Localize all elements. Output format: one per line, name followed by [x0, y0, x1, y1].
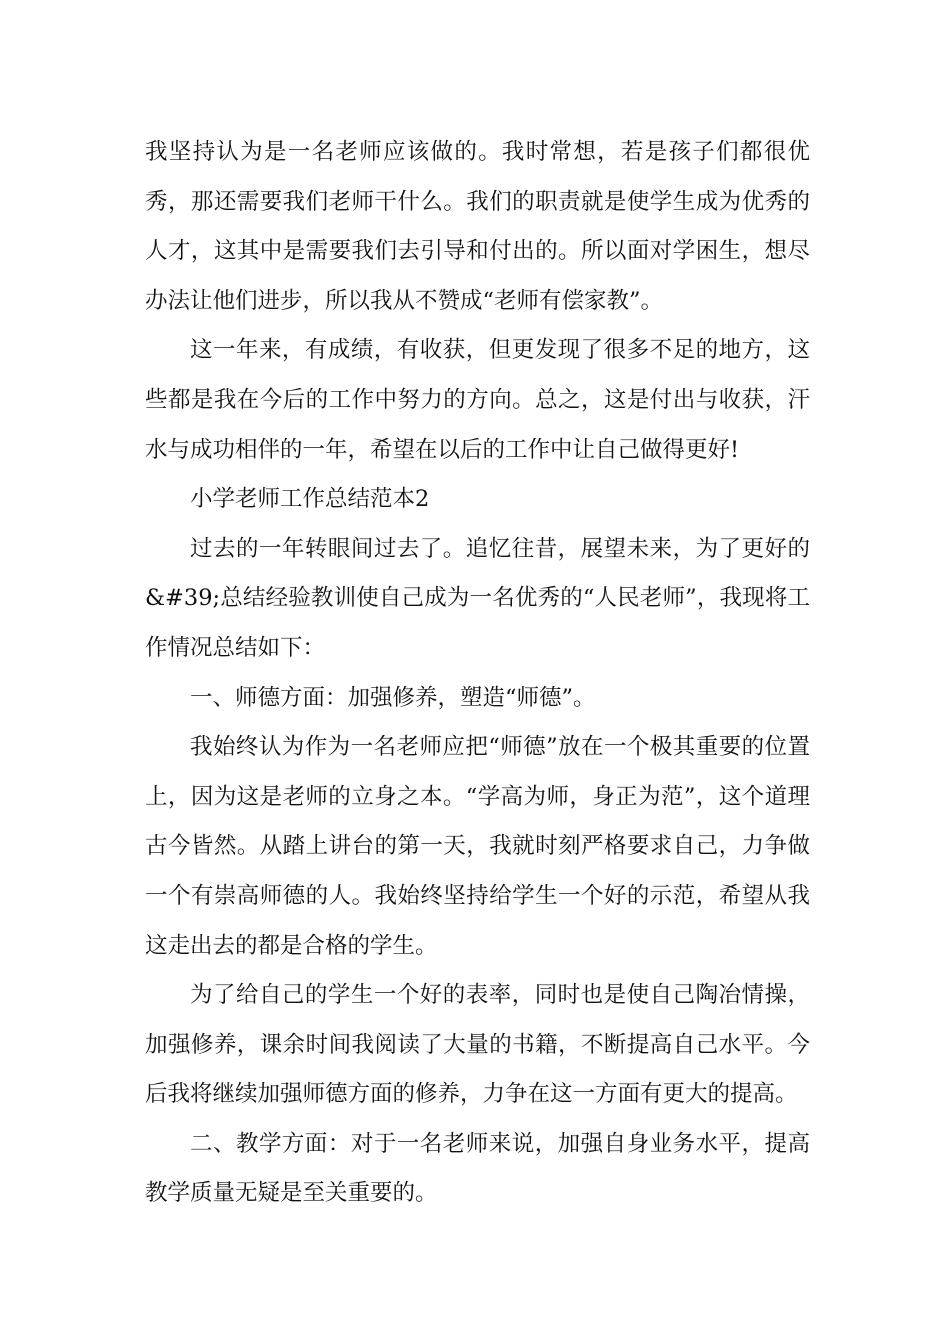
paragraph: 这一年来，有成绩，有收获，但更发现了很多不足的地方，这些都是我在今后的工作中努力的方向。总之，这是付出与收获，汗水与成功相伴的一年，希望在以后的工作中让自己做得更好!	[145, 337, 810, 463]
paragraph: 为了给自己的学生一个好的表率，同时也是使自己陶冶情操，加强修养，课余时间我阅读了大量的书籍，不断提高自己水平。今后我将继续加强师德方面的修养，力争在这一方面有更大的提高。	[145, 982, 810, 1108]
paragraph: 我坚持认为是一名老师应该做的。我时常想，若是孩子们都很优秀，那还需要我们老师干什么。我们的职责就是使学生成为优秀的人才，这其中是需要我们去引导和付出的。所以面对学困生，想尽办法让他们进步，所以我从不赞成“老师有偿家教”。	[145, 139, 810, 314]
section-heading: 二、教学方面：对于一名老师来说，加强自身业务水平，提高教学质量无疑是至关重要的。	[145, 1130, 810, 1207]
document-body	[145, 128, 810, 1219]
paragraph: 过去的一年转眼间过去了。追忆往昔，展望未来，为了更好的&#39;总结经验教训使自己成为一名优秀的“人民老师”，我现将工作情况总结如下：	[145, 535, 810, 661]
paragraph: 我始终认为作为一名老师应把“师德”放在一个极其重要的位置上，因为这是老师的立身之本。“学高为师，身正为范”，这个道理古今皆然。从踏上讲台的第一天，我就时刻严格要求自己，力争做一个有崇高师德的人。我始终坚持给学生一个好的示范，希望从我这走出去的都是合格的学生。	[145, 734, 810, 959]
section-heading: 一、师德方面：加强修养，塑造“师德”。	[190, 684, 596, 711]
section-title: 小学老师工作总结范本2	[190, 486, 430, 513]
